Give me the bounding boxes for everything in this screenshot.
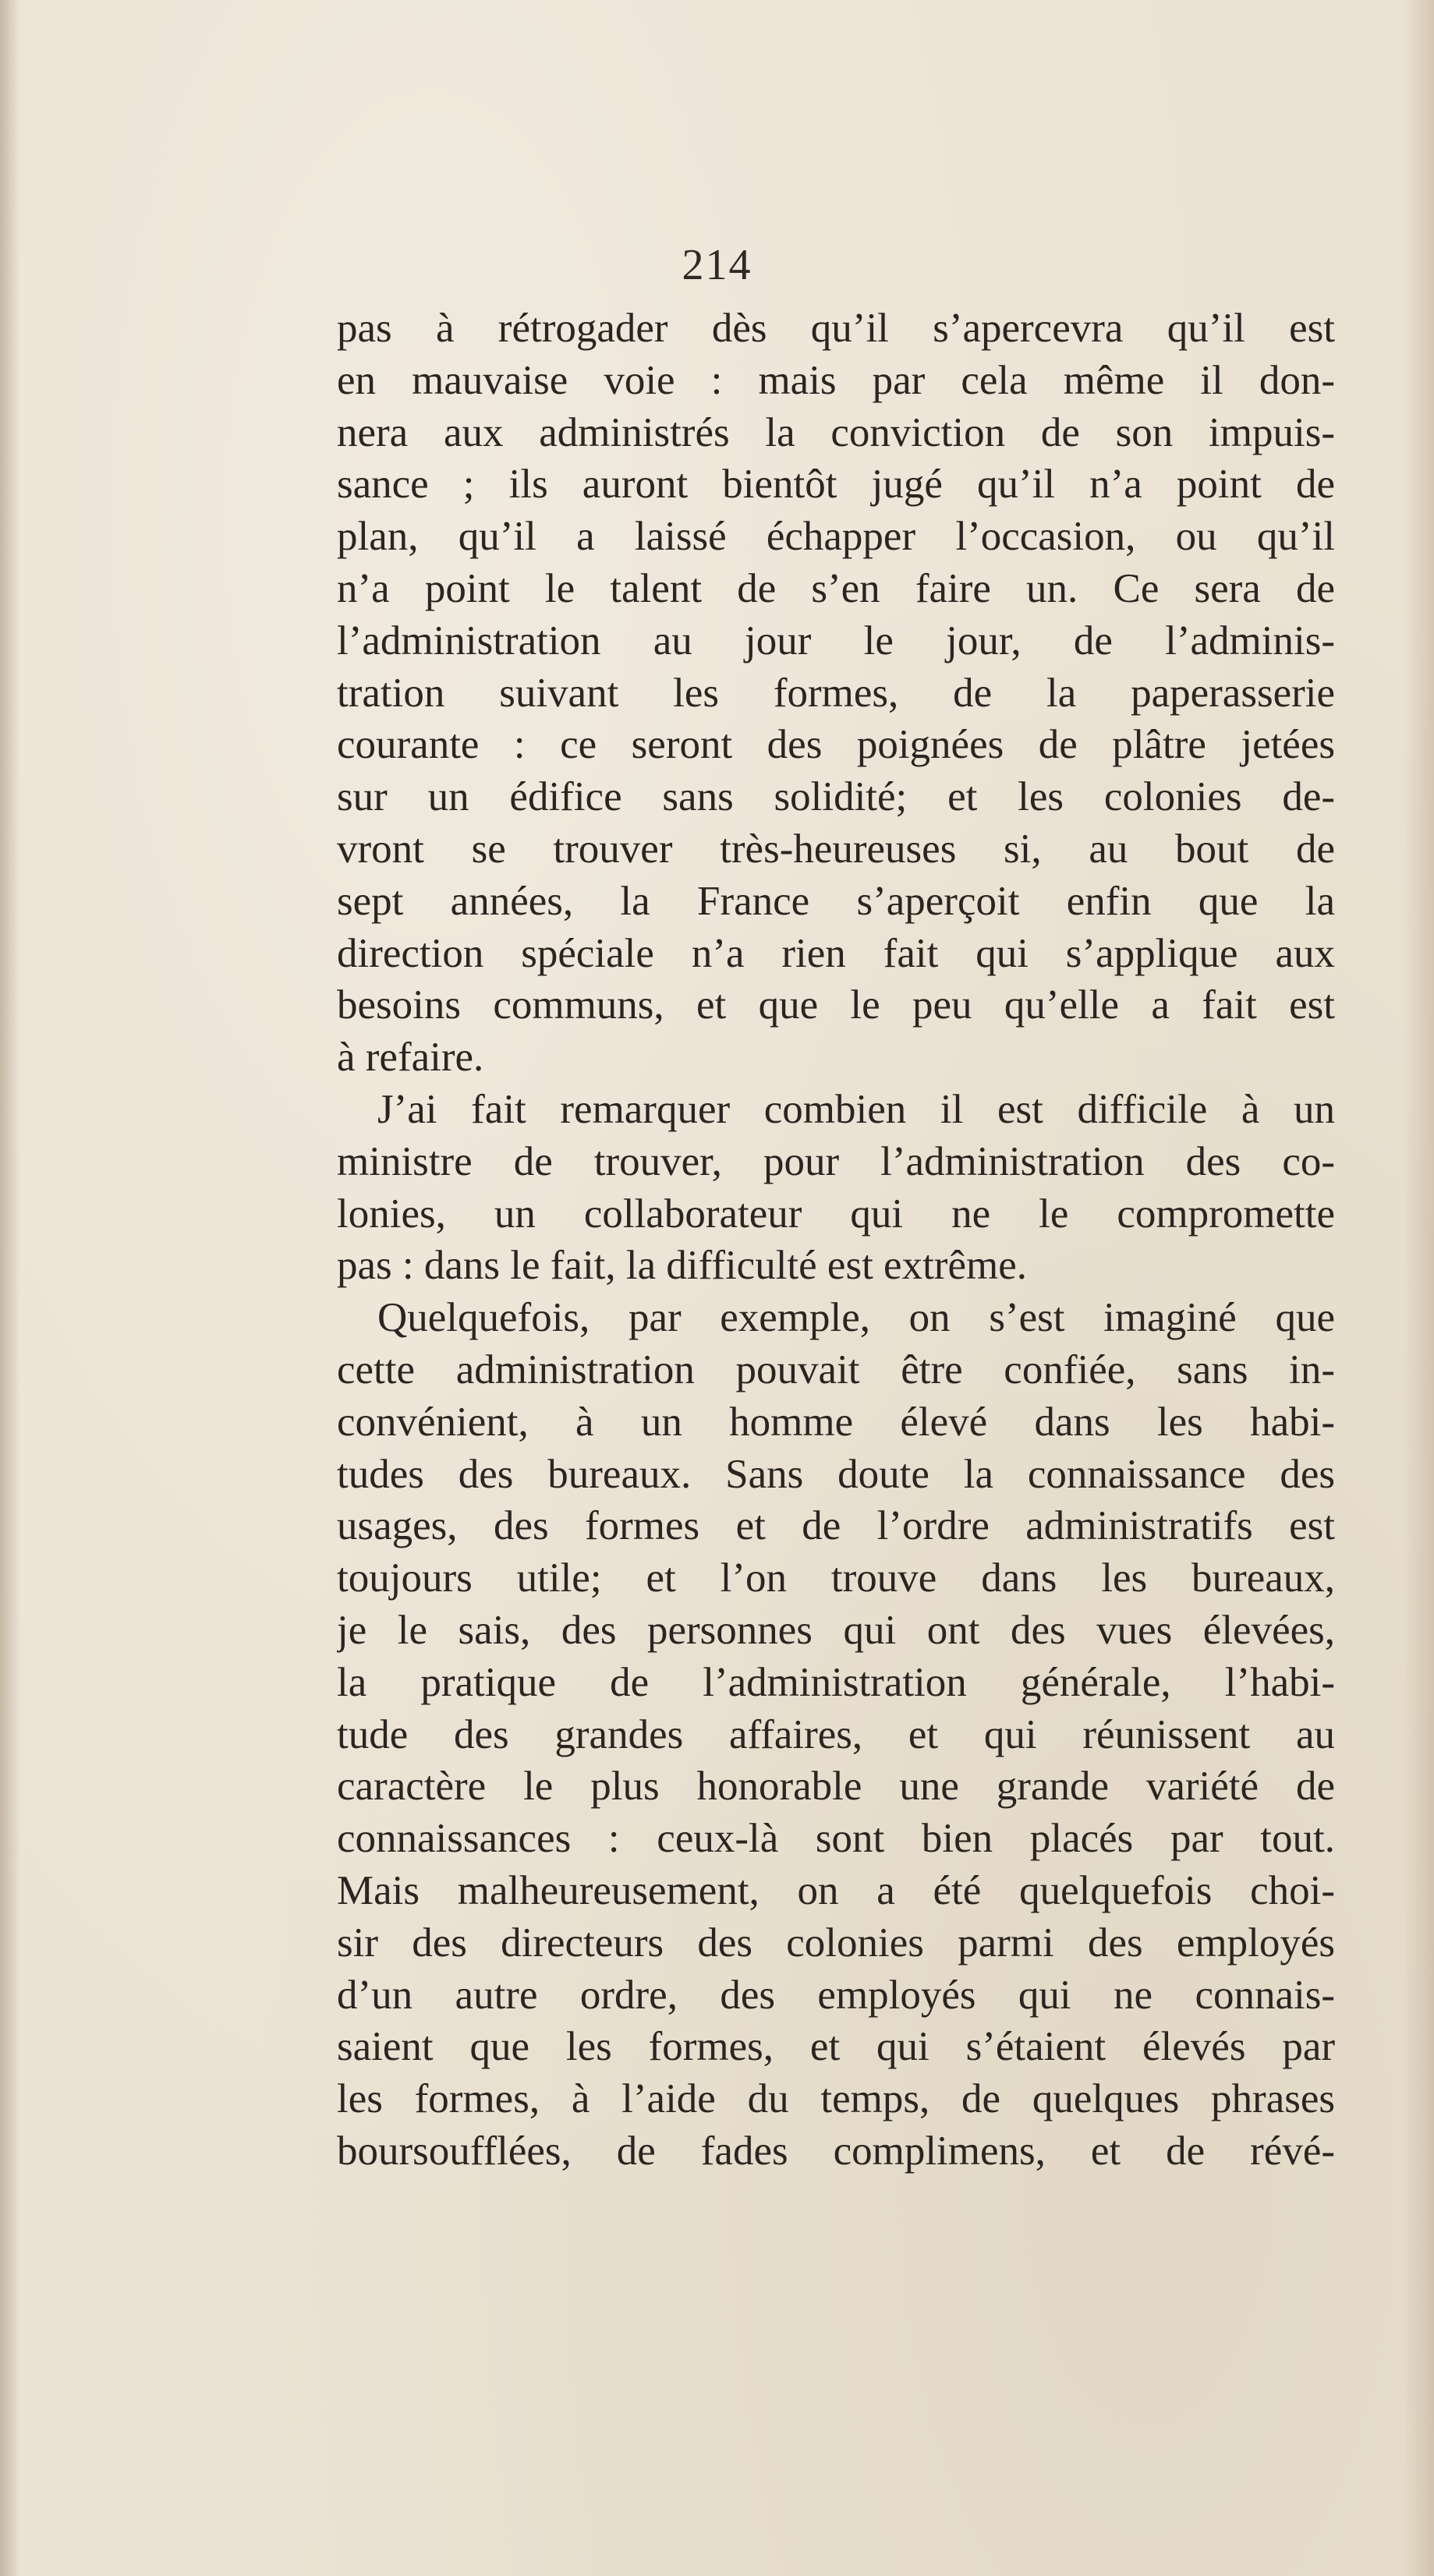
text-line: l’administration au jour le jour, de l’adminis- <box>337 617 1335 663</box>
text-line: Quelquefois, par exemple, on s’est imaginé que <box>377 1295 1335 1341</box>
text-line: J’ai fait remarquer combien il est difficile à un <box>377 1086 1335 1132</box>
text-line: sur un édifice sans solidité; et les colonies de- <box>337 774 1335 820</box>
text-line: sept années, la France s’aperçoit enfin que la <box>337 878 1335 924</box>
text-line: courante : ce seront des poignées de plâtre jetées <box>337 722 1335 768</box>
text-line: je le sais, des personnes qui ont des vues élevées, <box>337 1607 1335 1653</box>
text-line: cette administration pouvait être confiée, sans in- <box>337 1346 1335 1392</box>
text-line: d’un autre ordre, des employés qui ne connais- <box>337 1972 1335 2018</box>
text-line: tration suivant les formes, de la paperasserie <box>337 670 1335 716</box>
body-text <box>337 303 1335 2178</box>
text-line: direction spéciale n’a rien fait qui s’applique aux <box>337 930 1335 976</box>
text-line: convénient, à un homme élevé dans les habi- <box>337 1399 1335 1445</box>
text-line: tude des grandes affaires, et qui réunissent au <box>337 1711 1335 1757</box>
page-edge-shadow <box>1403 0 1434 2576</box>
text-line: ministre de trouver, pour l’administration des co- <box>337 1138 1335 1184</box>
text-line: vront se trouver très-heureuses si, au bout de <box>337 826 1335 872</box>
text-line: les formes, à l’aide du temps, de quelques phrases <box>337 2076 1335 2122</box>
text-line: en mauvaise voie : mais par cela même il don- <box>337 357 1335 403</box>
text-line: Mais malheureusement, on a été quelquefois choi- <box>337 1867 1335 1913</box>
text-line: lonies, un collaborateur qui ne le compromette <box>337 1191 1335 1237</box>
page-number: 214 <box>682 241 752 289</box>
text-line: pas : dans le fait, la difficulté est extrême. <box>337 1243 1027 1289</box>
text-line: n’a point le talent de s’en faire un. Ce sera de <box>337 565 1335 611</box>
text-line: boursoufflées, de fades complimens, et de révé- <box>337 2128 1335 2174</box>
text-line: usages, des formes et de l’ordre administratifs est <box>337 1503 1335 1549</box>
text-line: nera aux administrés la conviction de son impuis- <box>337 409 1335 455</box>
text-line: tudes des bureaux. Sans doute la connaissance des <box>337 1451 1335 1497</box>
text-line: sance ; ils auront bientôt jugé qu’il n’a point de <box>337 462 1335 508</box>
text-line: toujours utile; et l’on trouve dans les bureaux, <box>337 1555 1335 1601</box>
text-line: saient que les formes, et qui s’étaient élevés par <box>337 2024 1335 2070</box>
text-line: pas à rétrogader dès qu’il s’apercevra qu’il est <box>337 306 1335 351</box>
text-line: plan, qu’il a laissé échapper l’occasion, ou qu’il <box>337 514 1335 560</box>
text-line: sir des directeurs des colonies parmi des employés <box>337 1920 1335 1966</box>
text-line: besoins communs, et que le peu qu’elle a fait est <box>337 982 1335 1028</box>
text-line: caractère le plus honorable une grande variété de <box>337 1764 1335 1810</box>
text-line: la pratique de l’administration générale, l’habi- <box>337 1659 1335 1705</box>
text-line: connaissances : ceux-là sont bien placés par tout. <box>337 1816 1335 1862</box>
text-line: à refaire. <box>337 1035 484 1081</box>
